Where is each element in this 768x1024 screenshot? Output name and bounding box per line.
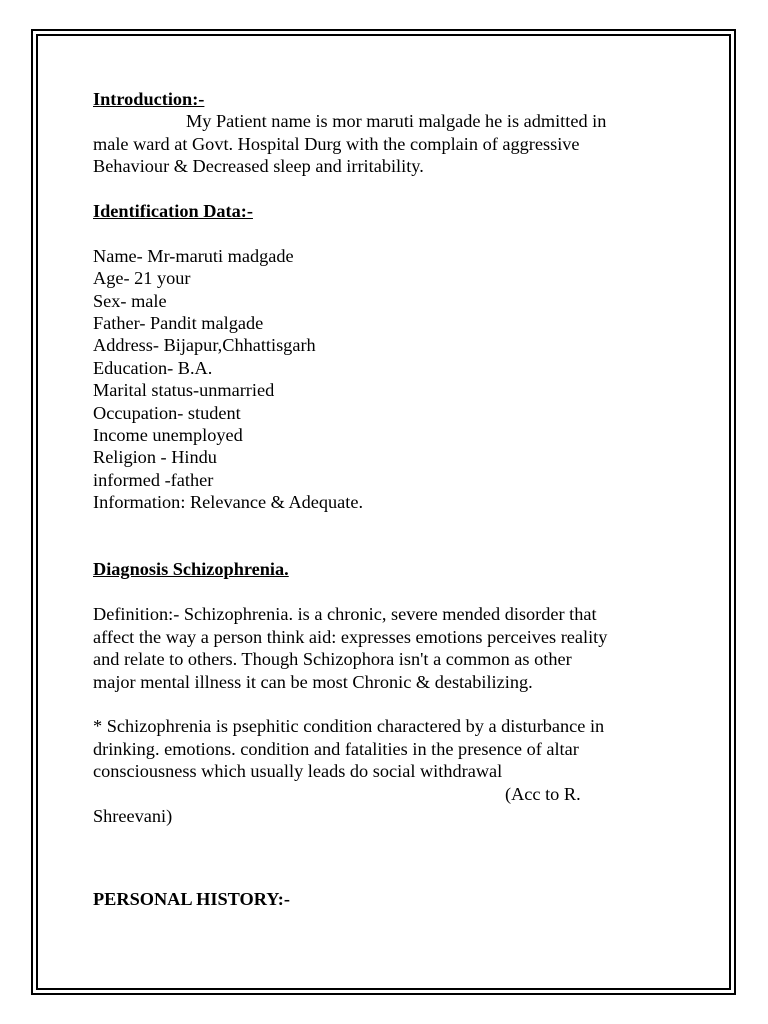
definition-line: and relate to others. Though Schizophora isn't a common as other bbox=[93, 649, 572, 670]
identification-item-education: Education- B.A. bbox=[93, 357, 213, 378]
note-line: * Schizophrenia is psephitic condition charactered by a disturbance in bbox=[93, 716, 605, 737]
introduction-line: My Patient name is mor maruti malgade he is admitted in bbox=[186, 111, 607, 132]
identification-item-sex: Sex- male bbox=[93, 290, 167, 311]
identification-item-name: Name- Mr-maruti madgade bbox=[93, 245, 294, 266]
diagnosis-section bbox=[93, 558, 683, 827]
citation-author: Shreevani) bbox=[93, 805, 173, 826]
identification-item-occupation: Occupation- student bbox=[93, 402, 241, 423]
introduction-section bbox=[93, 88, 683, 178]
document-body bbox=[93, 88, 683, 911]
citation-text: (Acc to R. bbox=[505, 783, 581, 804]
introduction-line: male ward at Govt. Hospital Durg with the complain of aggressive bbox=[93, 133, 580, 154]
personal-history-section bbox=[93, 888, 683, 910]
note-line: consciousness which usually leads do social withdrawal bbox=[93, 761, 503, 782]
identification-item-religion: Religion - Hindu bbox=[93, 447, 217, 468]
definition-line: major mental illness it can be most Chronic & destabilizing. bbox=[93, 671, 533, 692]
personal-history-heading: PERSONAL HISTORY:- bbox=[93, 889, 290, 910]
identification-heading: Identification Data:- bbox=[93, 201, 253, 222]
introduction-line: Behaviour & Decreased sleep and irritability. bbox=[93, 156, 424, 177]
note-line: drinking. emotions. condition and fatalities in the presence of altar bbox=[93, 738, 579, 759]
identification-item-age: Age- 21 your bbox=[93, 268, 191, 289]
identification-item-informant: informed -father bbox=[93, 469, 214, 490]
definition-line: Definition:- Schizophrenia. is a chronic, severe mended disorder that bbox=[93, 604, 597, 625]
identification-item-address: Address- Bijapur,Chhattisgarh bbox=[93, 335, 316, 356]
identification-item-information: Information: Relevance & Adequate. bbox=[93, 492, 364, 513]
identification-item-income: Income unemployed bbox=[93, 425, 243, 446]
introduction-heading: Introduction:- bbox=[93, 89, 205, 109]
identification-item-marital-status: Marital status-unmarried bbox=[93, 380, 275, 401]
diagnosis-heading: Diagnosis Schizophrenia. bbox=[93, 559, 289, 580]
identification-item-father: Father- Pandit malgade bbox=[93, 313, 264, 334]
identification-section bbox=[93, 200, 683, 514]
definition-line: affect the way a person think aid: expresses emotions perceives reality bbox=[93, 626, 608, 647]
